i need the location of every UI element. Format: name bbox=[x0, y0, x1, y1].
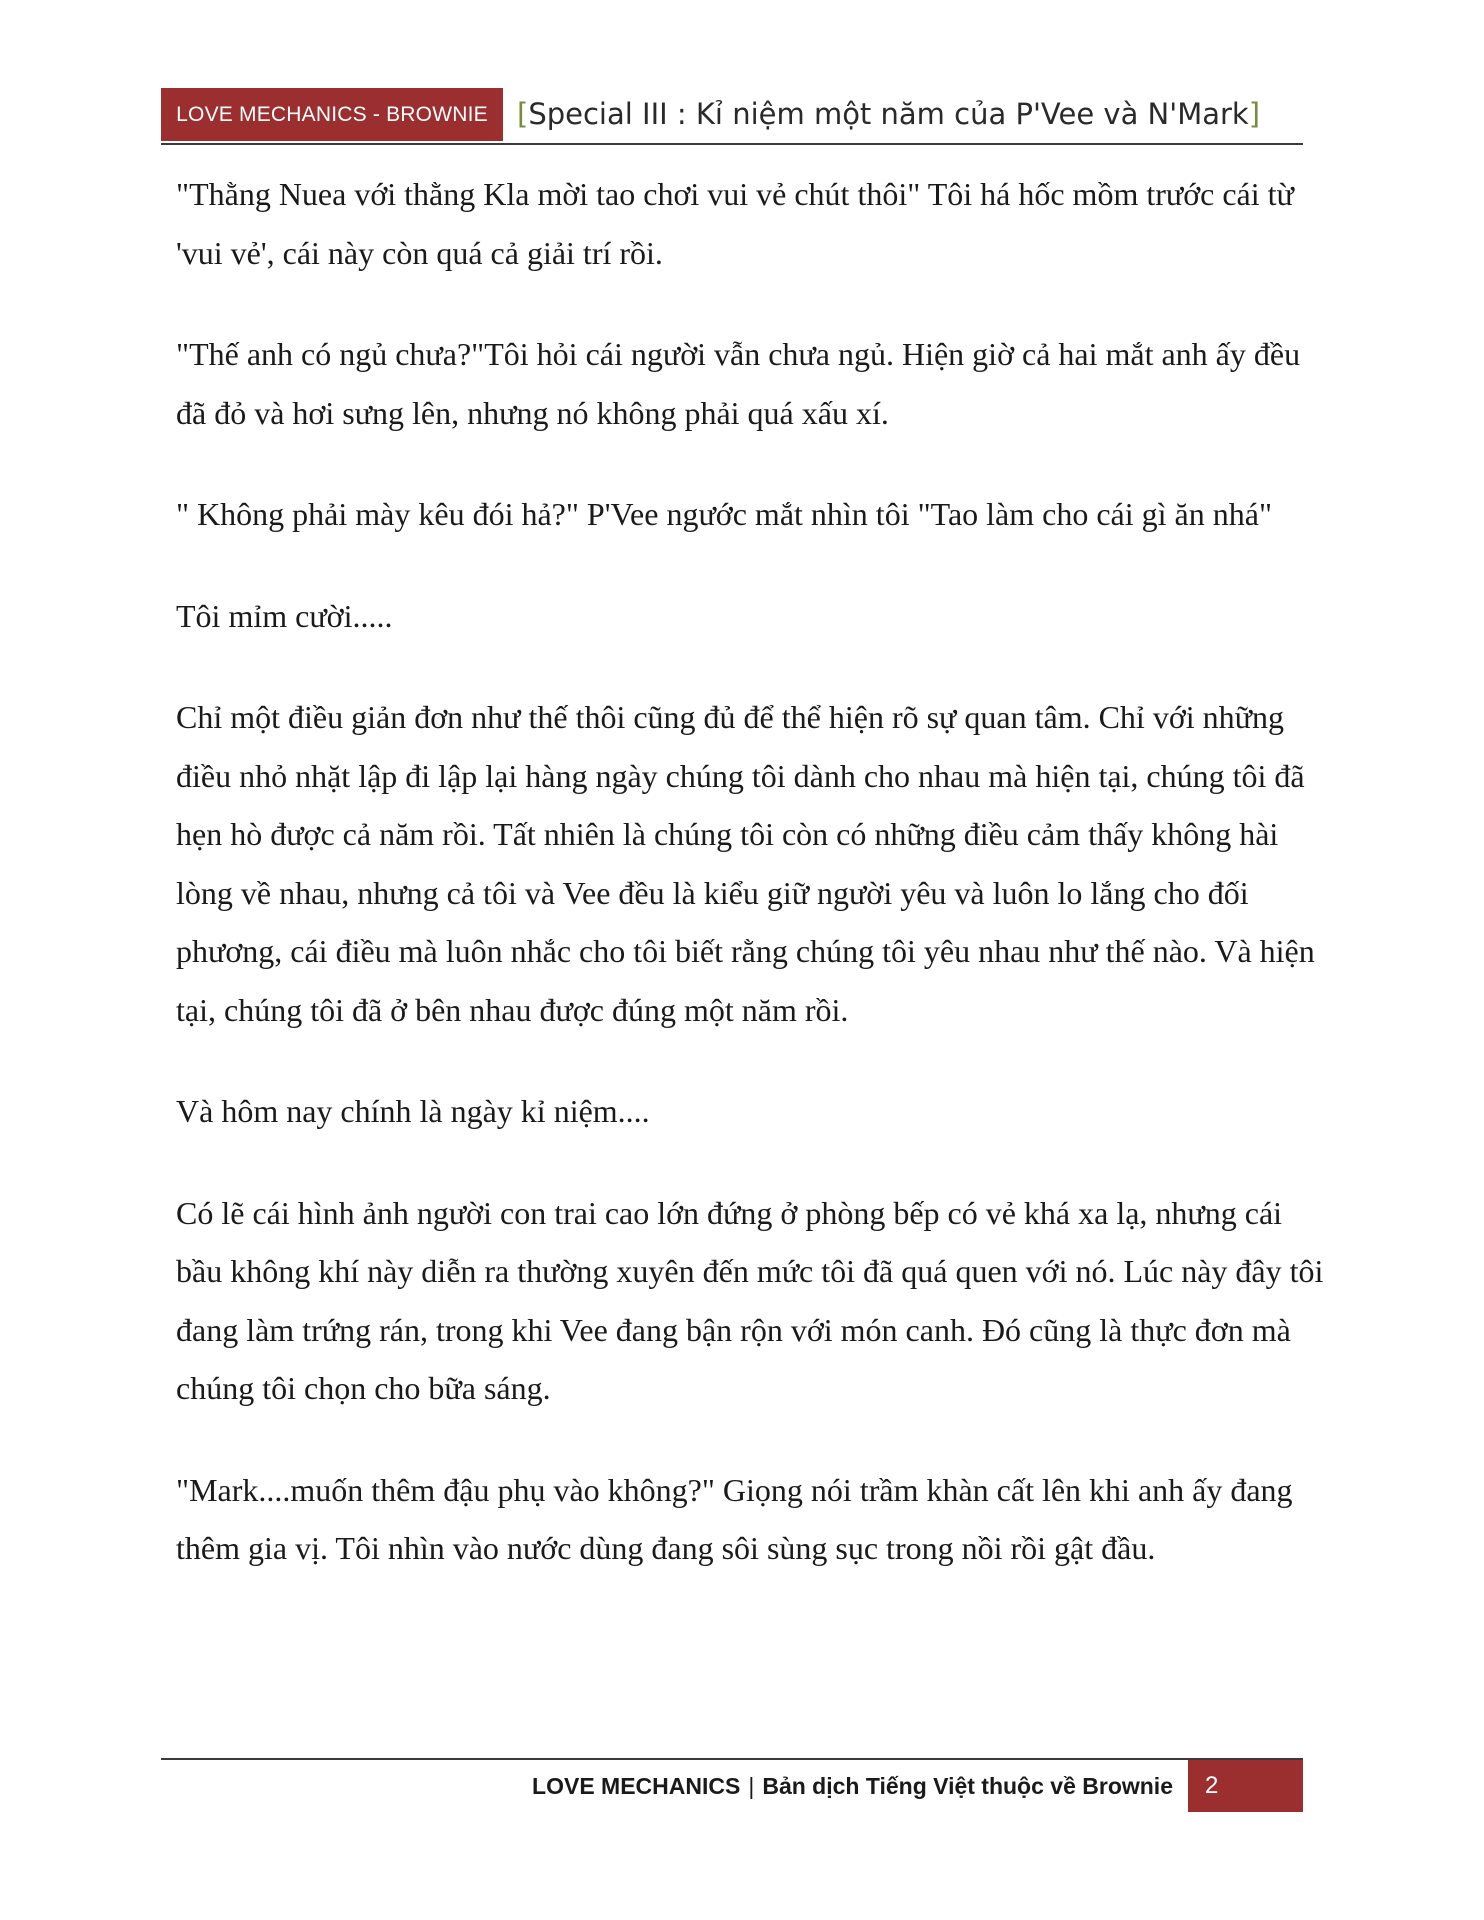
page-footer bbox=[532, 1762, 1173, 1810]
paragraph: Tôi mỉm cười..... bbox=[176, 597, 393, 634]
paragraph: "Mark....muốn thêm đậu phụ vào không?" Giọng nói trầm khàn cất lên khi anh ấy đang thêm gia vị. Tôi nhìn vào nước dùng đang sôi sùng sục trong nồi rồi gật đầu. bbox=[176, 1471, 1301, 1566]
footer-book-title: LOVE MECHANICS bbox=[532, 1773, 741, 1799]
title-close-bracket: ] bbox=[1248, 97, 1261, 131]
footer-credit: Bản dịch Tiếng Việt thuộc về Brownie bbox=[762, 1773, 1173, 1799]
paragraph: Có lẽ cái hình ảnh người con trai cao lớn đứng ở phòng bếp có vẻ khá xa lạ, nhưng cái bầu không khí này diễn ra thường xuyên đến mức tôi đã quá quen với nó. Lúc này đây tôi đang làm trứng rán, trong khi Vee đang bận rộn với món canh. Đó cũng là thực đơn mà chúng tôi chọn cho bữa sáng. bbox=[176, 1194, 1332, 1406]
footer-divider bbox=[161, 1758, 1303, 1760]
paragraph: "Thằng Nuea với thằng Kla mời tao chơi vui vẻ chút thôi" Tôi há hốc mồm trước cái từ 'vui vẻ', cái này còn quá cả giải trí rồi. bbox=[176, 176, 1302, 271]
paragraph: " Không phải mày kêu đói hả?" P'Vee ngước mắt nhìn tôi "Tao làm cho cái gì ăn nhá" bbox=[176, 496, 1272, 532]
body-text bbox=[176, 165, 1332, 1621]
footer-separator: | bbox=[748, 1773, 755, 1799]
header-badge: LOVE MECHANICS - BROWNIE bbox=[161, 88, 503, 141]
page-header bbox=[161, 88, 1303, 145]
title-open-bracket: [ bbox=[517, 97, 529, 131]
paragraph: Chỉ một điều giản đơn như thế thôi cũng đủ để thể hiện rõ sự quan tâm. Chỉ với những điều nhỏ nhặt lập đi lập lại hàng ngày chúng tôi dành cho nhau mà hiện tại, chúng tôi đã hẹn hò được cả năm rồi. Tất nhiên là chúng tôi còn có những điều cảm thấy không hài lòng về nhau, nhưng cả tôi và Vee đều là kiểu giữ người yêu và luôn lo lắng cho đối phương, cái điều mà luôn nhắc cho tôi biết rằng chúng tôi yêu nhau như thế nào. Và hiện tại, chúng tôi đã ở bên nhau được đúng một năm rồi. bbox=[176, 699, 1323, 1028]
chapter-title-text: Special III : Kỉ niệm một năm của P'Vee và N'Mark bbox=[528, 97, 1249, 131]
paragraph: Và hôm nay chính là ngày kỉ niệm.... bbox=[176, 1093, 650, 1129]
paragraph: "Thế anh có ngủ chưa?"Tôi hỏi cái người vẫn chưa ngủ. Hiện giờ cả hai mắt anh ấy đều đã đỏ và hơi sưng lên, nhưng nó không phải quá xấu xí. bbox=[176, 336, 1309, 431]
chapter-title bbox=[517, 92, 1260, 137]
page-number: 2 bbox=[1188, 1760, 1303, 1812]
